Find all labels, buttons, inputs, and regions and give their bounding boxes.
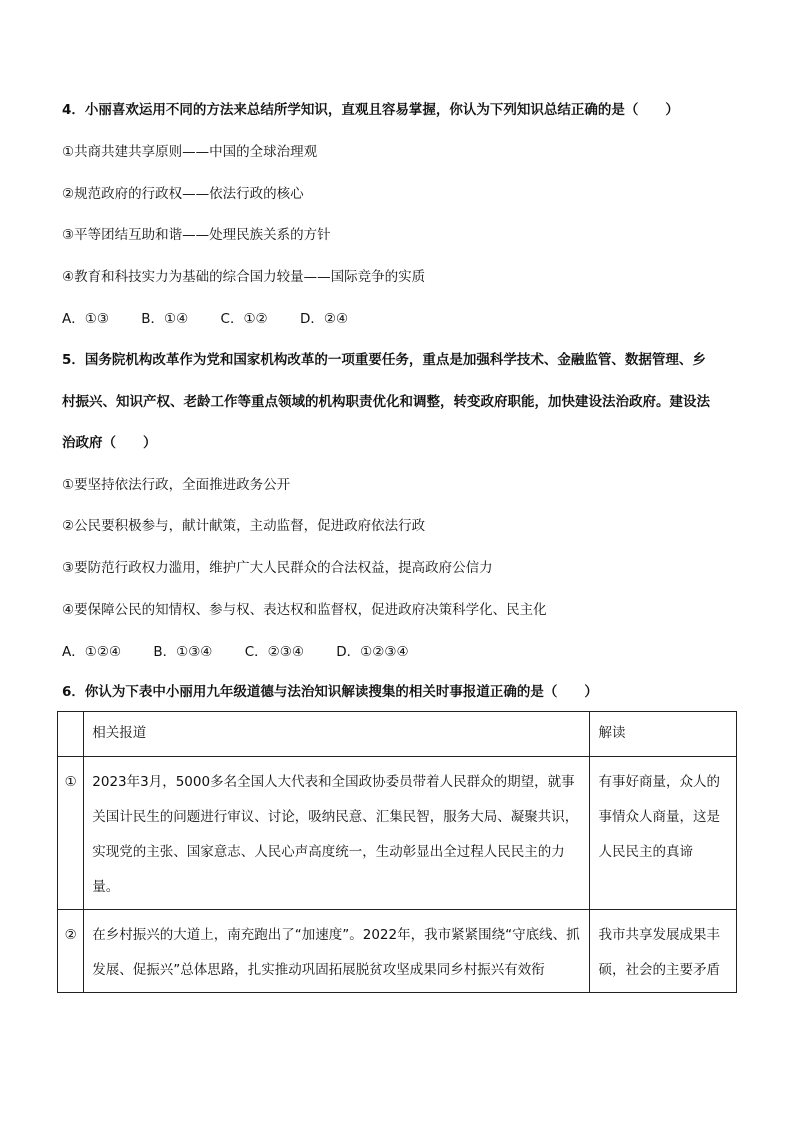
row-report: 在乡村振兴的大道上，南充跑出了“加速度”。2022年，我市紧紧围绕“守底线、抓发展、促振兴”总体思路，扎实推动巩固拓展脱贫攻坚成果同乡村振兴有效衔 (84, 910, 590, 993)
q4-options (62, 310, 376, 328)
table-row (58, 757, 737, 910)
q4-stem: 4．小丽喜欢运用不同的方法来总结所学知识，直观且容易掌握，你认为下列知识总结正确的是（ ） (62, 102, 679, 118)
q4-option-a[interactable]: A．①③ (62, 311, 109, 327)
q5-item-1: ①要坚持依法行政，全面推进政务公开 (62, 477, 291, 493)
q4-option-c[interactable]: C．①② (220, 311, 268, 327)
table-row (58, 910, 737, 993)
q5-stem-line-1: 5．国务院机构改革作为党和国家机构改革的一项重要任务，重点是加强科学技术、金融监管、数据管理、乡 (62, 352, 706, 368)
q4-item-1: ①共商共建共享原则——中国的全球治理观 (62, 144, 318, 160)
q5-stem-line-2: 村振兴、知识产权、老龄工作等重点领域的机构职责优化和调整，转变政府职能，加快建设法治政府。建设法 (62, 394, 710, 410)
q5-item-4: ④要保障公民的知情权、参与权、表达权和监督权，促进政府决策科学化、民主化 (62, 602, 547, 618)
q5-option-b[interactable]: B．①③④ (153, 644, 213, 660)
row-number: ② (58, 910, 84, 993)
row-number: ① (58, 757, 84, 910)
table-header-row (58, 712, 737, 757)
table-header-num (58, 712, 84, 757)
q5-stem-line-3: 治政府（ ） (62, 435, 157, 451)
q4-option-b[interactable]: B．①④ (141, 311, 189, 327)
q6-table (57, 711, 737, 993)
q5-options (62, 643, 437, 661)
q5-item-2: ②公民要积极参与，献计献策，主动监督，促进政府依法行政 (62, 518, 426, 534)
q4-item-2: ②规范政府的行政权——依法行政的核心 (62, 186, 304, 202)
row-interpretation: 我市共享发展成果丰硕，社会的主要矛盾 (590, 910, 737, 993)
q5-option-d[interactable]: D．①②③④ (336, 644, 409, 660)
q4-item-3: ③平等团结互助和谐——处理民族关系的方针 (62, 227, 331, 243)
q5-item-3: ③要防范行政权力滥用，维护广大人民群众的合法权益，提高政府公信力 (62, 560, 493, 576)
q5-option-a[interactable]: A．①②④ (62, 644, 122, 660)
table-header-report: 相关报道 (84, 712, 590, 757)
row-interpretation: 有事好商量，众人的事情众人商量，这是人民民主的真谛 (590, 757, 737, 910)
row-report: 2023年3月，5000多名全国人大代表和全国政协委员带着人民群众的期望，就事关国计民生的问题进行审议、讨论，吸纳民意、汇集民智，服务大局、凝聚共识，实现党的主张、国家意志、人民心声高度统一，生动彰显出全过程人民民主的力量。 (84, 757, 590, 910)
table-header-interp: 解读 (590, 712, 737, 757)
q4-item-4: ④教育和科技实力为基础的综合国力较量——国际竞争的实质 (62, 269, 426, 285)
q5-option-c[interactable]: C．②③④ (244, 644, 304, 660)
q4-option-d[interactable]: D．②④ (299, 311, 349, 327)
q6-stem: 6．你认为下表中小丽用九年级道德与法治知识解读搜集的相关时事报道正确的是（ ） (62, 684, 598, 700)
